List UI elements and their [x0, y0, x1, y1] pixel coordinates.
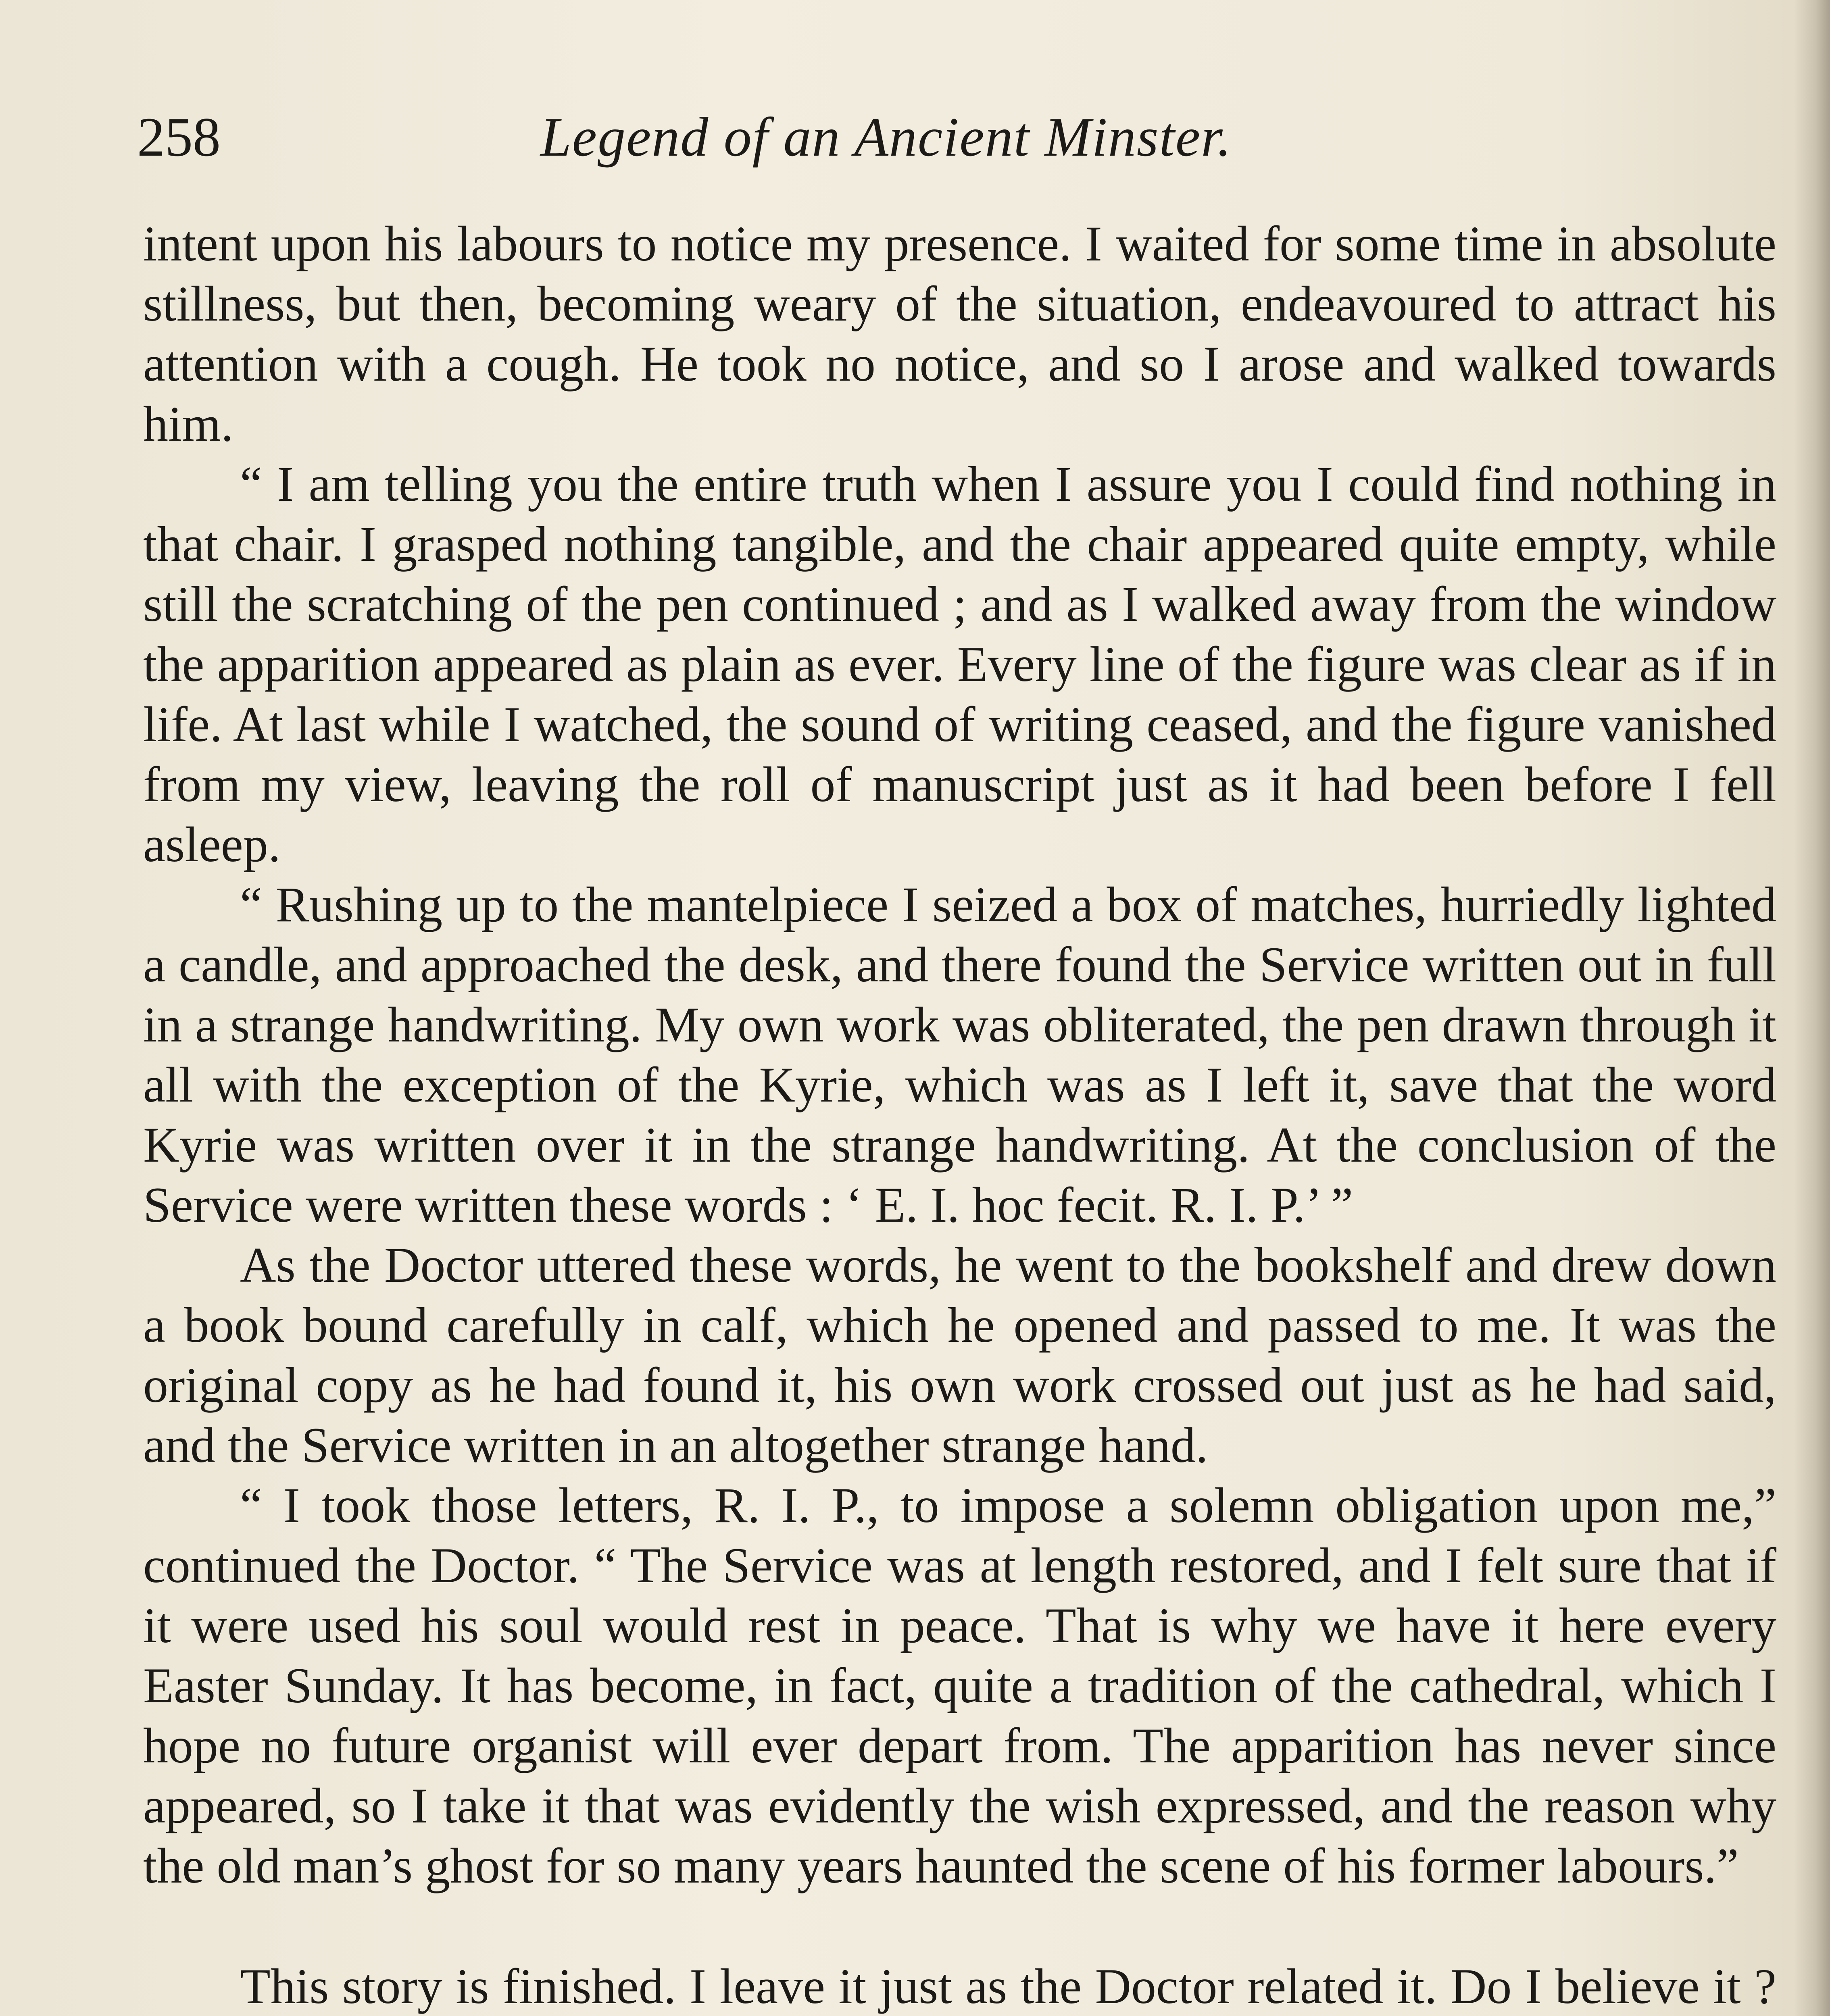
paragraph-5: “ I took those letters, R. I. P., to impose a solemn obligation upon me,” continued the Doctor. “ The Service was at length restored, and I felt sure that if it were used his soul would rest in peace. That is why we have it here every Easter Sunday. It has become, in fact, quite a tradition of the cathedral, which I hope no future organist will ever depart from. The apparition has never since appeared, so I take it that was evidently the wish expressed, and the reason why the old man’s ghost for so many years haunted the scene of his former labours.” — [143, 1478, 1776, 1893]
paragraph-6: This story is finished. I leave it just as the Doctor related it. Do I believe it ? — [240, 1959, 1776, 2014]
paragraph-2: “ I am telling you the entire truth when I assure you I could find nothing in that chair. I grasped nothing tangible, and the chair appeared quite empty, while still the scratching of the pen continued ; and as I walked away from the window the apparition appeared as plain as ever. Every line of the figure was clear as if in life. At last while I watched, the sound of writing ceased, and the figure vanished from my view, leaving the roll of manuscript just as it had been before I fell asleep. — [143, 456, 1776, 872]
body-text — [143, 214, 1776, 2016]
page-header — [137, 97, 1750, 177]
paragraph-4: As the Doctor uttered these words, he went to the bookshelf and drew down a book bound carefully in calf, which he opened and passed to me. It was the original copy as he had found it, his own work crossed out just as he had said, and the Service written in an altogether strange hand. — [143, 1237, 1776, 1473]
paragraph-1: intent upon his labours to notice my presence. I waited for some time in absolute stillness, but then, becoming weary of the situation, endeavoured to attract his attention with a cough. He took no notice, and so I arose and walked towards him. — [143, 216, 1776, 452]
page-number: 258 — [137, 106, 221, 168]
paragraph-3: “ Rushing up to the mantelpiece I seized a box of matches, hurriedly lighted a candle, and approached the desk, and there found the Service written out in full in a strange handwriting. My own work was obliterated, the pen drawn through it all with the exception of the Kyrie, which was as I left it, save that the word Kyrie was written over it in the strange handwriting. At the conclusion of the Service were written these words : ‘ E. I. hoc fecit. R. I. P.’ ” — [143, 877, 1776, 1233]
running-title: Legend of an Ancient Minster. — [540, 106, 1232, 168]
page-edge-shadow — [1794, 0, 1830, 2016]
